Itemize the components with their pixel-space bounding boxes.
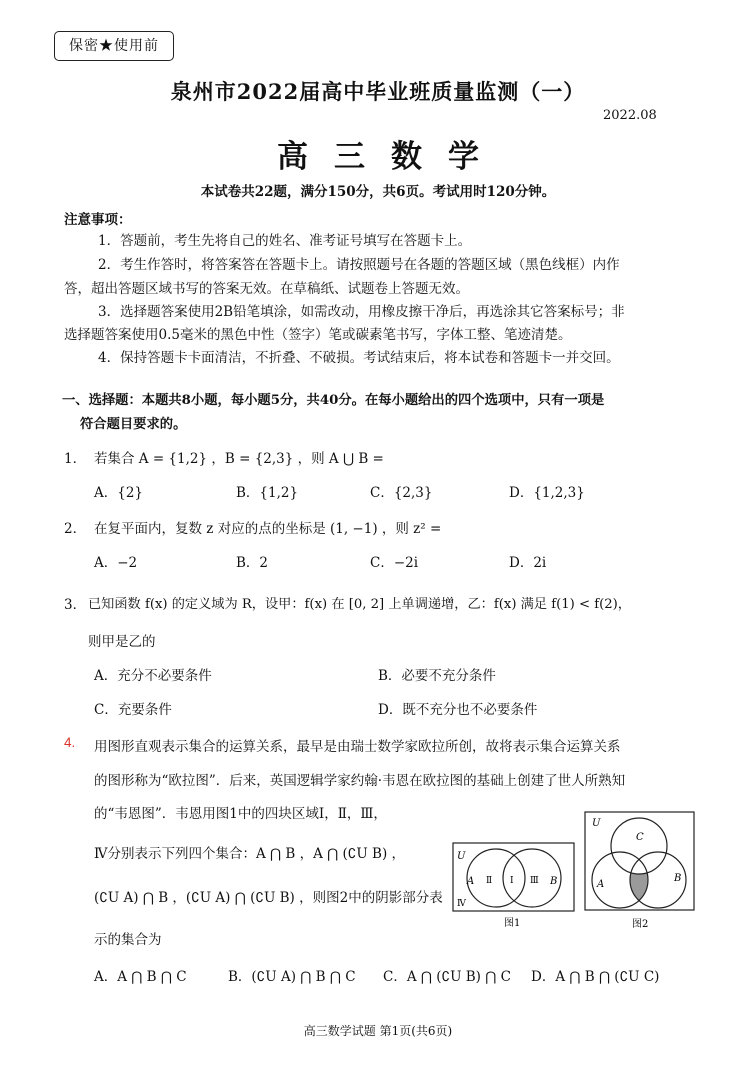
confidential-label: 保密★使用前 [54,31,174,61]
label-b: B [550,876,558,887]
option-c: C．A ⋂ (∁U B) ⋂ C [383,969,511,985]
question-text: 示的集合为 [94,932,162,948]
subject-title: 高三数学 [277,139,505,175]
option-a: A．充分不必要条件 [94,668,212,684]
venn-diagram-figure-1 [452,842,576,932]
label-u: U [457,851,466,862]
question-number: 2． [64,521,87,537]
label-region-4: Ⅳ [457,899,466,909]
option-d: D．{1,2,3} [509,485,585,501]
label-a: A [597,879,605,890]
option-d: D．2i [509,555,547,571]
notice-heading: 注意事项： [64,212,132,228]
option-d: D．A ⋂ B ⋂ (∁U C) [531,969,660,985]
question-number: 3． [64,597,87,613]
label-region-3: Ⅲ [530,876,539,886]
exam-date: 2022.08 [603,108,657,123]
notice-item: 3．选择题答案使用2B铅笔填涂，如需改动，用橡皮擦干净后，再选涂其它答案标号；非 [98,304,625,320]
question-text: 用图形直观表示集合的运算关系，最早是由瑞士数学家欧拉所创，故将表示集合运算关系 [94,739,621,755]
venn-diagram-figure-2 [584,811,696,933]
option-b: B．2 [236,555,269,571]
notice-item: 选择题答案使用0.5毫米的黑色中性（签字）笔或碳素笔书写，字体工整、笔迹清楚。 [64,327,572,343]
option-c: C．充要条件 [94,702,172,718]
option-a: A．A ⋂ B ⋂ C [94,969,187,985]
question-number: 4. [64,735,76,750]
question-number: 1． [64,451,87,467]
option-b: B．{1,2} [236,485,299,501]
question-text: 的图形称为“欧拉图”．后来，英国逻辑学家约翰·韦恩在欧拉图的基础上创建了世人所熟知 [94,773,626,789]
question-text: 若集合 A = {1,2} ，B = {2,3} ，则 A ⋃ B = [94,451,384,467]
option-c: C．{2,3} [370,485,433,501]
question-text: (∁U A) ⋂ B ，(∁U A) ⋂ (∁U B) ，则图2中的阴影部分表 [94,890,443,906]
notice-item: 答，超出答题区域书写的答案无效。在草稿纸、试题卷上答题无效。 [64,281,469,297]
notice-item: 1．答题前，考生先将自己的姓名、准考证号填写在答题卡上。 [98,233,472,249]
option-b: B．必要不充分条件 [378,668,496,684]
notice-item: 2．考生作答时，将答案答在答题卡上。请按照题号在各题的答题区域（黑色线框）内作 [98,257,620,273]
question-text: Ⅳ分别表示下列四个集合：A ⋂ B ，A ⋂ (∁U B) ， [94,846,406,862]
label-b: B [674,873,682,884]
label-region-2: Ⅱ [486,876,493,886]
question-text: 的“韦恩图”．韦恩用图1中的四块区域Ⅰ，Ⅱ，Ⅲ， [94,806,387,822]
notice-item: 4．保持答题卡卡面清洁，不折叠、不破损。考试结束后，将本试卷和答题卡一并交回。 [98,350,620,366]
label-region-1: Ⅰ [510,876,514,886]
label-c: C [636,832,644,843]
label-u: U [592,818,601,829]
question-text: 已知函数 f(x) 的定义域为 R，设甲：f(x) 在 [0, 2] 上单调递增，乙：f(x) 满足 f(1) < f(2)， [88,597,631,612]
option-d: D．既不充分也不必要条件 [378,702,538,718]
exam-info: 本试卷共22题，满分150分，共6页。考试用时120分钟。 [200,184,556,200]
exam-title: 泉州市2022届高中毕业班质量监测（一） [170,79,586,104]
section-heading: 一、选择题：本题共8小题，每小题5分，共40分。在每小题给出的四个选项中，只有一项是 符合题目要求的。 [62,393,605,432]
figure-1-caption: 图1 [504,918,521,929]
set-a-circle [467,849,525,907]
option-a: A．{2} [94,485,144,501]
page-footer: 高三数学试题 第1页(共6页) [303,1024,453,1038]
figure-2-caption: 图2 [632,919,649,930]
option-a: A．−2 [94,555,138,571]
label-a: A [467,876,475,887]
option-c: C．−2i [370,555,419,571]
option-b: B．(∁U A) ⋂ B ⋂ C [228,969,356,985]
question-text: 在复平面内，复数 z 对应的点的坐标是 (1, −1) ，则 z² = [94,521,442,537]
question-text-cont: 则甲是乙的 [88,634,156,650]
